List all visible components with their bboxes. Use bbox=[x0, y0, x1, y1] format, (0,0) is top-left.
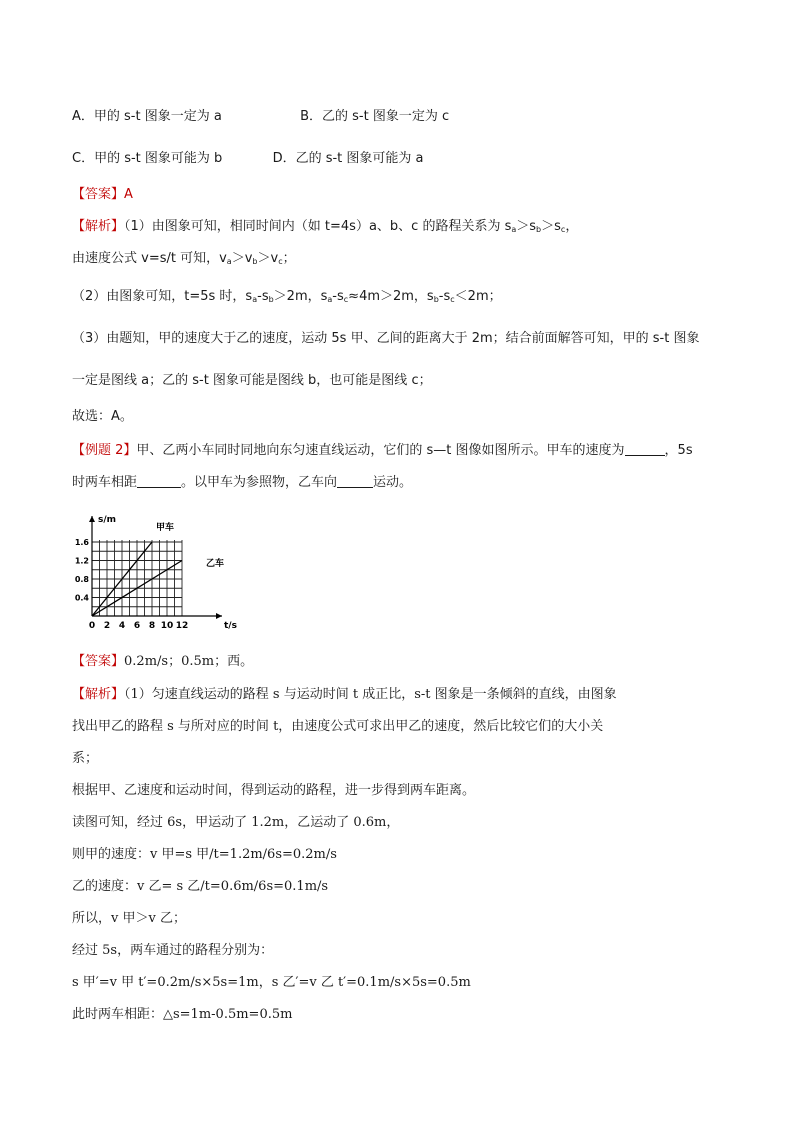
y-axis-label: s/m bbox=[98, 515, 117, 525]
answer-value: 0.2m/s；0.5m；西。 bbox=[124, 654, 254, 669]
option-a: A．甲的 s-t 图象一定为 a bbox=[72, 109, 222, 124]
analysis-label: 【解析】 bbox=[72, 687, 125, 702]
blank-speed bbox=[625, 443, 665, 456]
answer-2 bbox=[72, 653, 253, 671]
analysis-2-line-3: 系； bbox=[72, 751, 99, 766]
example-2-question-line-2: 时两车相距 。以甲车为参照物，乙车向 运动。 bbox=[72, 475, 413, 490]
x-tick-label: 0 bbox=[88, 621, 96, 631]
x-tick-label: 12 bbox=[175, 621, 189, 631]
analysis-1-line-4: （3）由题知，甲的速度大于乙的速度，运动 5s 甲、乙间的距离大于 2m；结合前面解答可知，甲的 s-t 图象 bbox=[72, 331, 700, 346]
x-tick-label: 4 bbox=[118, 621, 126, 631]
x-tick-label: 8 bbox=[148, 621, 156, 631]
x-tick-label: 2 bbox=[103, 621, 111, 631]
answer-value: A bbox=[124, 187, 133, 202]
st-chart bbox=[72, 508, 242, 636]
analysis-2-line-1: 【解析】（1）匀速直线运动的路程 s 与运动时间 t 成正比，s-t 图象是一条倾斜的直线，由图象 bbox=[72, 687, 617, 702]
answer-label: 【答案】 bbox=[72, 654, 125, 669]
options-row-2 bbox=[72, 150, 424, 168]
analysis-1-line-3: （2）由图象可知，t=5s 时，$s_a-s_b>2m$，$s_a-s_c\approx 4m>2m$，$s_b-s_c<2m$； bbox=[72, 289, 502, 304]
example-label: 【例题 2】 bbox=[72, 443, 137, 458]
analysis-2-line-4: 根据甲、乙速度和运动时间，得到运动的路程，进一步得到两车距离。 bbox=[72, 783, 476, 798]
analysis-2-line-2: 找出甲乙的路程 s 与所对应的时间 t，由速度公式可求出甲乙的速度，然后比较它们的大小关 bbox=[72, 719, 604, 734]
analysis-2-line-8: 所以，v 甲＞v 乙； bbox=[72, 911, 186, 926]
analysis-2-line-5: 读图可知，经过 6s，甲运动了 1.2m，乙运动了 0.6m， bbox=[72, 815, 400, 830]
analysis-2-line-11: 此时两车相距：△s=1m-0.5m=0.5m bbox=[72, 1007, 293, 1022]
blank-distance bbox=[137, 475, 181, 488]
x-tick-label: 6 bbox=[133, 621, 141, 631]
option-d: D．乙的 s-t 图象可能为 a bbox=[272, 151, 424, 166]
series-label: 甲车 bbox=[156, 523, 175, 533]
analysis-1-line-1: 【解析】（1）由图象可知，相同时间内（如 t=4s）a、b、c 的路程关系为 $s_a>s_b>s_c$， bbox=[72, 219, 579, 234]
example-2-question-line-1: 【例题 2】甲、乙两小车同时同地向东匀速直线运动，它们的 s—t 图像如图所示。甲车的速度为 ，5s bbox=[72, 443, 693, 458]
analysis-1-line-6: 故选：A。 bbox=[72, 409, 133, 424]
blank-direction bbox=[337, 475, 373, 488]
answer-1 bbox=[72, 186, 133, 204]
series-label: 乙车 bbox=[206, 559, 225, 569]
x-axis-label: t/s bbox=[224, 621, 237, 631]
analysis-2-line-6: 则甲的速度：v 甲=s 甲/t=1.2m/6s=0.2m/s bbox=[72, 847, 337, 862]
analysis-2-line-7: 乙的速度：v 乙= s 乙/t=0.6m/6s=0.1m/s bbox=[72, 879, 329, 894]
analysis-2-line-9: 经过 5s，两车通过的路程分别为： bbox=[72, 943, 274, 958]
analysis-1-line-5: 一定是图线 a；乙的 s-t 图象可能是图线 b，也可能是图线 c； bbox=[72, 373, 432, 388]
y-tick-label: 1.6 bbox=[74, 538, 89, 547]
option-c: C．甲的 s-t 图象可能为 b bbox=[72, 151, 223, 166]
x-axis-arrow bbox=[216, 613, 222, 619]
y-tick-label: 1.2 bbox=[74, 556, 89, 566]
y-tick-label: 0.8 bbox=[74, 575, 89, 584]
option-b: B．乙的 s-t 图象一定为 c bbox=[300, 109, 450, 124]
analysis-label: 【解析】 bbox=[72, 219, 125, 234]
x-tick-label: 10 bbox=[160, 621, 174, 631]
y-axis-arrow bbox=[89, 516, 95, 522]
analysis-1-line-2: 由速度公式 v=s/t 可知，$v_a>v_b>v_c$； bbox=[72, 251, 296, 266]
analysis-2-line-10: s 甲′=v 甲 t′=0.2m/s×5s=1m，s 乙′=v 乙 t′=0.1m/s×5s=0.5m bbox=[72, 975, 471, 990]
y-tick-label: 0.4 bbox=[74, 593, 89, 603]
answer-label: 【答案】 bbox=[72, 187, 125, 202]
options-row-1 bbox=[72, 108, 449, 126]
